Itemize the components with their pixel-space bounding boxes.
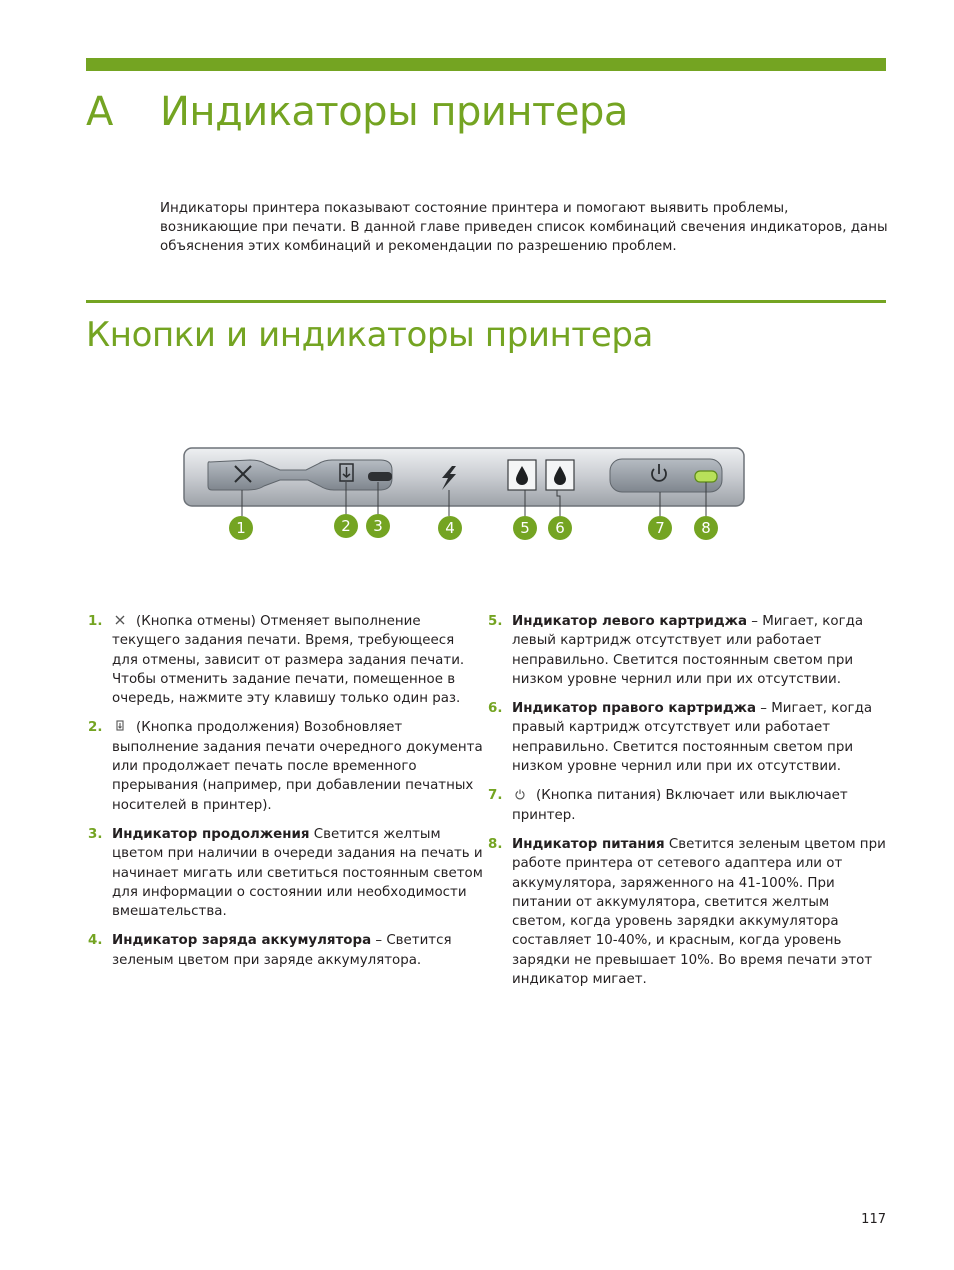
callout-3: 3 [366,514,390,538]
callout-6: 6 [548,516,572,540]
section-title: Кнопки и индикаторы принтера [86,315,653,355]
section-rule [86,300,886,303]
callout-1: 1 [229,516,253,540]
item-body: – Мигает, когда правый картридж отсутствует или работает неправильно. Светится постоянным светом при низком уровне чернил или при их отсутствии. [512,701,873,775]
callout-7: 7 [648,516,672,540]
chapter-rule [86,58,886,71]
item-number: 6. [488,701,503,717]
item-body: Светится желтым цветом при наличии в очереди задания на печать и начинает мигать или светиться постоянным светом для информации о состоянии или необходимости вмешательства. [112,826,483,920]
item-term: Индикатор левого картриджа [512,614,748,629]
item-body: Светится зеленым цветом при работе принтера от сетевого адаптера или от аккумулятора, заряженного на 41-100%. При питании от аккумулятора, светится желтым светом, когда уровень зарядки аккумулятора составляет 10-40%, и красным, когда уровень зарядки не превышает 10%. Во время печати этот индикатор мигает. [512,836,886,988]
item-body: (Кнопка отмены) Отменяет выполнение текущего задания печати. Время, требующееся для отмены, зависит от размера задания печати. Чтобы отменить задание печати, помещенное в очередь, нажмите эту клавишу только один раз. [112,614,465,707]
callout-4: 4 [438,516,462,540]
item-number: 3. [88,826,103,842]
list-item [486,612,886,689]
item-body: (Кнопка продолжения) Возобновляет выполнение задания печати очередного документа или продолжает печать после временного прерывания (например, при добавлении печатных носителей в принтер). [112,720,483,813]
item-term: Индикатор правого картриджа [512,701,757,717]
item-body: (Кнопка питания) Включает или выключает принтер. [512,788,848,823]
power-light [695,471,717,482]
page-number: 117 [861,1212,886,1227]
callout-2: 2 [334,514,358,538]
control-panel-figure [180,446,750,546]
list-item [86,718,484,814]
item-number: 2. [88,720,103,736]
power-icon [514,788,526,800]
list-item [86,825,484,921]
callout-8: 8 [694,516,718,540]
item-number: 4. [88,933,103,949]
list-item [486,786,886,825]
item-body: – Светится зеленым цветом при заряде аккумулятора. [112,933,452,968]
cancel-icon [114,614,126,626]
left-cartridge-light [508,460,536,490]
item-term: Индикатор продолжения [112,826,310,842]
resume-icon [114,720,126,732]
item-term: Индикатор питания [512,836,665,852]
item-number: 1. [88,614,103,629]
item-number: 5. [488,614,503,629]
legend-list-right [486,612,886,999]
list-item [486,835,886,989]
item-term: Индикатор заряда аккумулятора [112,933,372,949]
item-number: 7. [488,788,503,804]
item-number: 8. [488,836,503,852]
item-body: – Мигает, когда левый картридж отсутствует или работает неправильно. Светится постоянным светом при низком уровне чернил или при их отсутствии. [512,614,864,687]
legend-list-left [86,612,484,980]
chapter-intro: Индикаторы принтера показывают состояние принтера и помогают выявить проблемы, возникающие при печати. В данной главе приведен список комбинаций свечения индикаторов, даны объяснения этих комбинаций и рекомендации по разрешению проблем. [160,201,888,254]
callout-5: 5 [513,516,537,540]
right-cartridge-light [546,460,574,490]
list-item [486,699,886,776]
resume-light [368,472,392,481]
chapter-letter: A [86,89,114,135]
list-item [86,612,484,708]
list-item [86,931,484,970]
chapter-title: Индикаторы принтера [160,89,628,135]
